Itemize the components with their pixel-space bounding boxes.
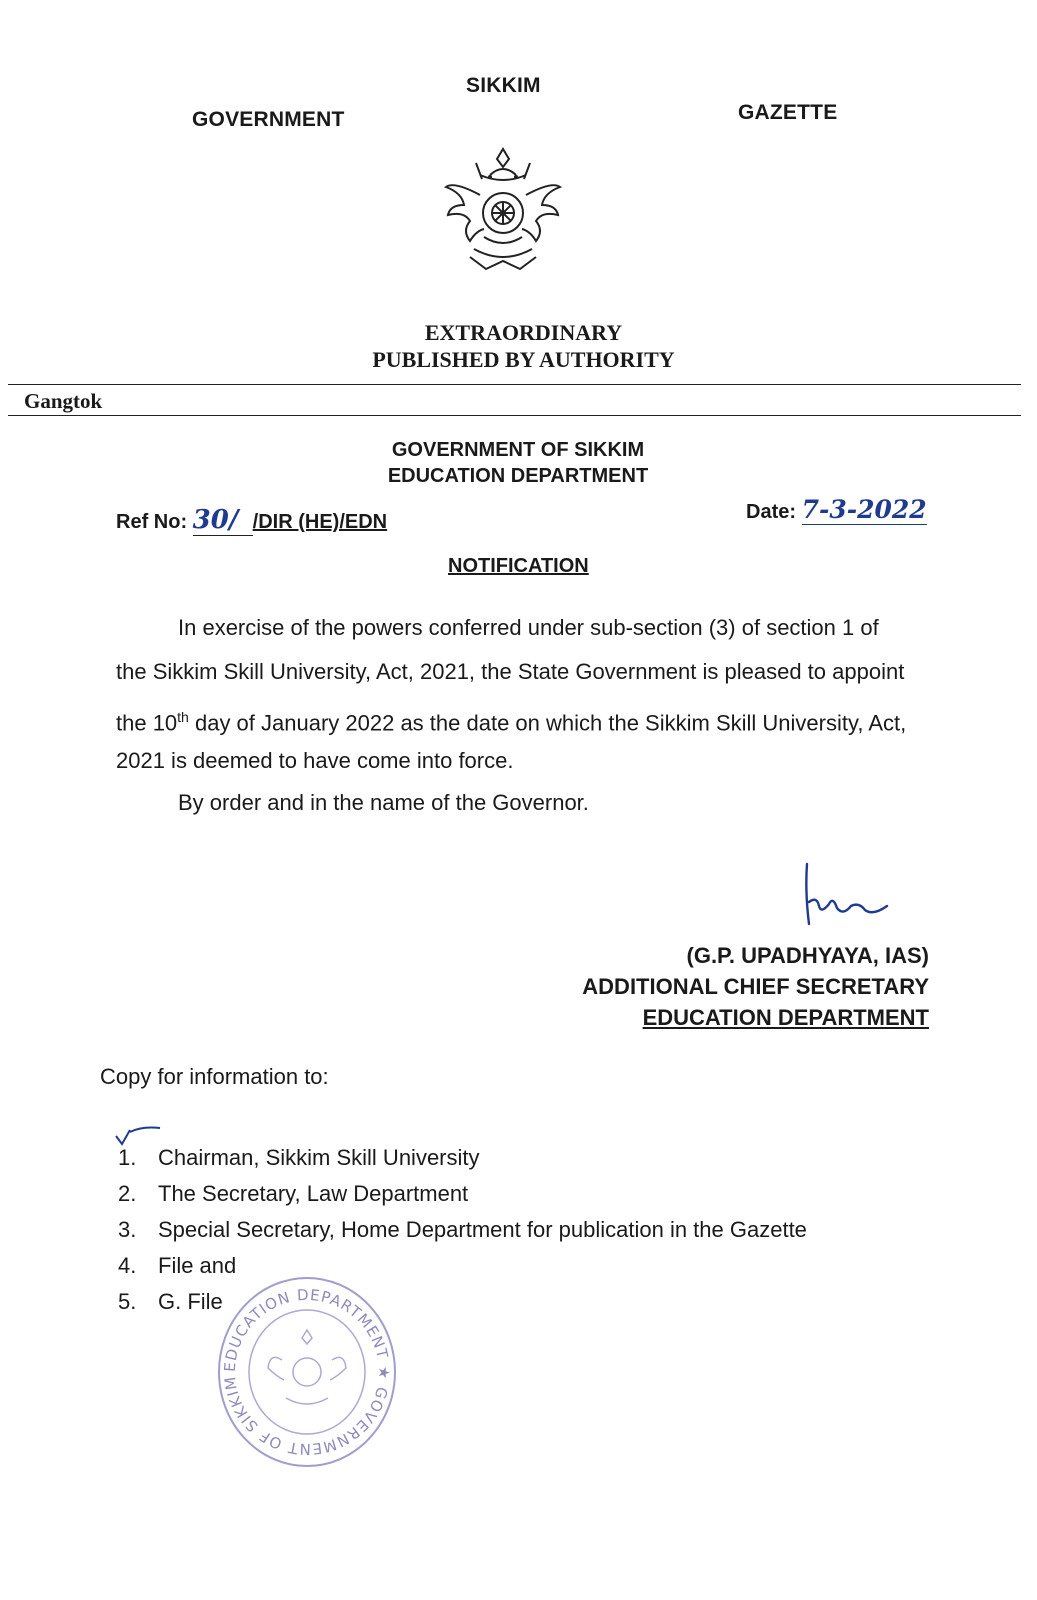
tick-mark-icon xyxy=(112,1124,164,1148)
copy-item xyxy=(118,1140,807,1176)
notification-para1-line1: In exercise of the powers conferred under sub-section (3) of section 1 of xyxy=(178,615,879,640)
signature-mark xyxy=(795,862,895,932)
copy-item-text: The Secretary, Law Department xyxy=(158,1181,469,1206)
signatory-name: (G.P. UPADHYAYA, IAS) xyxy=(686,943,929,968)
dept-heading-line2: EDUCATION DEPARTMENT xyxy=(387,465,649,487)
ref-no-suffix: /DIR (HE)/EDN xyxy=(252,511,388,533)
copy-item-num: 5. xyxy=(118,1289,137,1314)
masthead-rule-bottom xyxy=(8,415,1021,416)
extraordinary-heading: EXTRAORDINARY xyxy=(424,320,623,345)
notification-para2: By order and in the name of the Governor. xyxy=(178,790,589,815)
place-gangtok: Gangtok xyxy=(24,389,103,413)
notification-para1-line2: the Sikkim Skill University, Act, 2021, the State Government is pleased to appoint xyxy=(116,659,905,684)
date-label: Date: xyxy=(746,501,797,523)
published-by-authority: PUBLISHED BY AUTHORITY xyxy=(372,347,675,372)
masthead-gazette: GAZETTE xyxy=(738,101,838,124)
masthead-government: GOVERNMENT xyxy=(192,108,345,131)
para1-line3-pre: the 10 xyxy=(116,710,178,736)
dept-heading-line1: GOVERNMENT OF SIKKIM xyxy=(391,439,645,461)
date-handwritten: 7-3-2022 xyxy=(801,495,927,524)
copy-item-text: Chairman, Sikkim Skill University xyxy=(158,1145,480,1170)
copy-item-num: 2. xyxy=(118,1181,137,1206)
para1-line3-post: day of January 2022 as the date on which the Sikkim Skill University, Act, xyxy=(188,710,907,736)
notification-title: NOTIFICATION xyxy=(448,555,589,577)
copy-item xyxy=(118,1212,807,1248)
ref-no xyxy=(116,505,387,536)
copy-item-text: Special Secretary, Home Department for publication in the Gazette xyxy=(158,1217,807,1242)
notification-para1-line4: 2021 is deemed to have come into force. xyxy=(116,748,514,773)
copy-item-num: 4. xyxy=(118,1253,137,1278)
signatory-department: EDUCATION DEPARTMENT xyxy=(642,1005,929,1030)
copy-item-num: 3. xyxy=(118,1217,137,1242)
signatory-block xyxy=(582,940,929,1033)
date-field xyxy=(746,495,927,524)
masthead-sikkim: SIKKIM xyxy=(466,74,541,97)
ref-no-handwritten: 30/ xyxy=(193,505,253,536)
seal-text: EDUCATION DEPARTMENT ★ GOVERNMENT OF SIKKIM xyxy=(220,1285,394,1459)
svg-text:EDUCATION DEPARTMENT ★ GOVERNM xyxy=(212,1272,393,1458)
sikkim-emblem-icon xyxy=(440,145,566,275)
para1-line3-sup: th xyxy=(177,709,189,725)
masthead-rule-top xyxy=(8,384,1021,385)
copy-item-text: File and xyxy=(158,1253,237,1278)
department-seal-stamp xyxy=(212,1272,402,1472)
copy-item-text: G. File xyxy=(158,1289,223,1314)
copy-item-num: 1. xyxy=(118,1145,137,1170)
ref-no-label: Ref No: xyxy=(116,511,188,533)
copy-item xyxy=(118,1176,807,1212)
signatory-designation: ADDITIONAL CHIEF SECRETARY xyxy=(582,974,929,999)
copy-heading: Copy for information to: xyxy=(100,1064,329,1089)
